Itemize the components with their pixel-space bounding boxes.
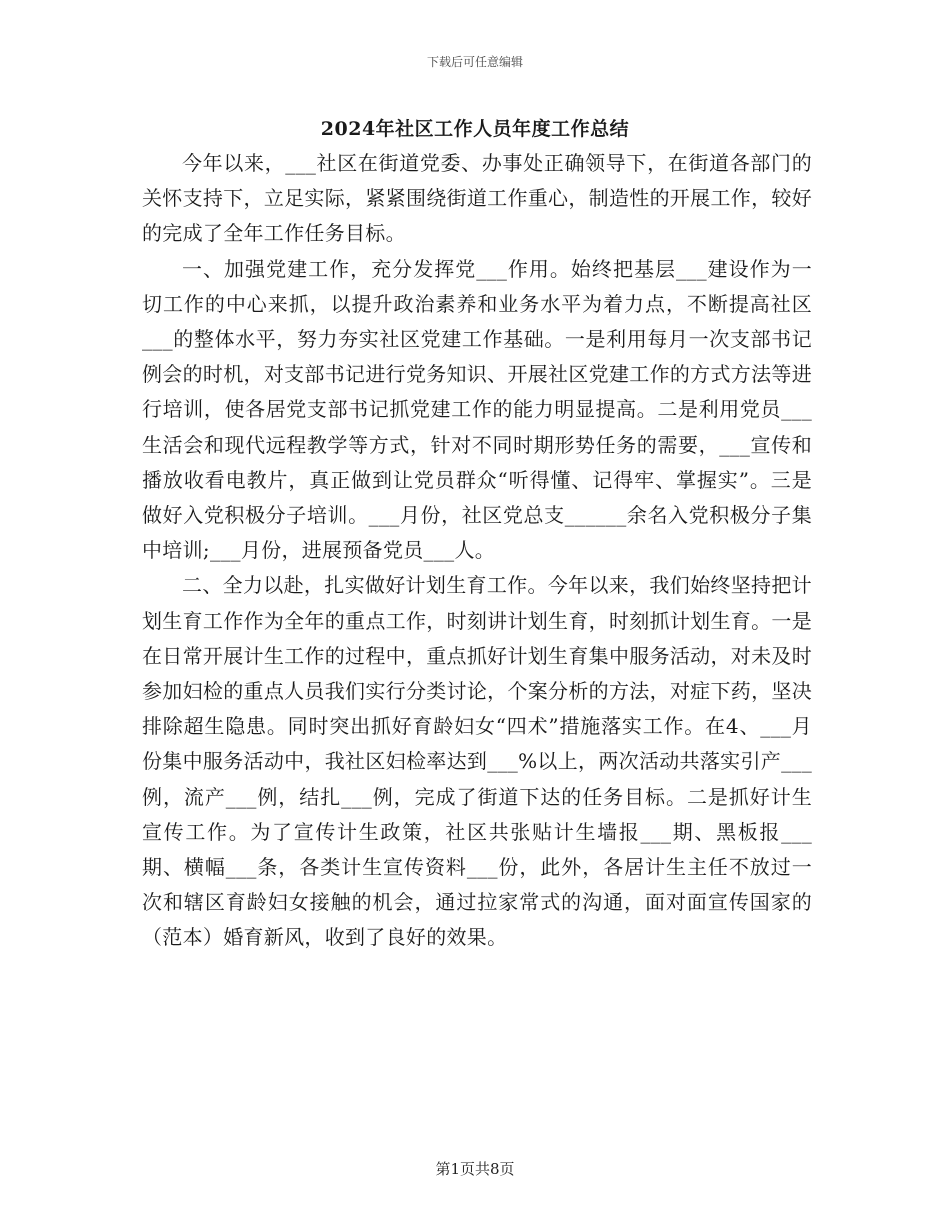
- header-note: 下载后可任意编辑: [426, 55, 523, 69]
- document-body: [142, 146, 812, 956]
- paragraph-party-building: 一、加强党建工作，充分发挥党___作用。始终把基层___建设作为一切工作的中心来抓，以提升政治素养和业务水平为着力点，不断提高社区___的整体水平，努力夯实社区党建工作基础。一是利用每月一次支部书记例会的时机，对支部书记进行党务知识、开展社区党建工作的方式方法等进行培训，使各居党支部书记抓党建工作的能力明显提高。二是利用党员___生活会和现代远程教学等方式，针对不同时期形势任务的需要，___宣传和播放收看电教片，真正做到让党员群众“听得懂、记得牢、掌握实”。三是做好入党积极分子培训。___月份，社区党总支______余名入党积极分子集中培训;___月份，进展预备党员___人。: [142, 256, 812, 563]
- paragraph-family-planning: 二、全力以赴，扎实做好计划生育工作。今年以来，我们始终坚持把计划生育工作作为全年的重点工作，时刻讲计划生育，时刻抓计划生育。一是在日常开展计生工作的过程中，重点抓好计划生育集中服务活动，对未及时参加妇检的重点人员我们实行分类讨论，个案分析的方法，对症下药，坚决排除超生隐患。同时突出抓好育龄妇女“四术”措施落实工作。在4、___月份集中服务活动中，我社区妇检率达到___%以上，两次活动共落实引产___例，流产___例，结扎___例，完成了街道下达的任务目标。二是抓好计生宣传工作。为了宣传计生政策，社区共张贴计生墙报___期、黑板报___期、横幅___条，各类计生宣传资料___份，此外，各居计生主任不放过一次和辖区育龄妇女接触的机会，通过拉家常式的沟通，面对面宣传国家的（范本）婚育新风，收到了良好的效果。: [142, 573, 812, 950]
- page-number: 第1页共8页: [435, 1160, 515, 1178]
- paragraph-intro: 今年以来，___社区在街道党委、办事处正确领导下，在街道各部门的关怀支持下，立足实际，紧紧围绕街道工作重心，制造性的开展工作，较好的完成了全年工作任务目标。: [142, 151, 812, 246]
- document-title: 2024年社区工作人员年度工作总结: [320, 118, 630, 140]
